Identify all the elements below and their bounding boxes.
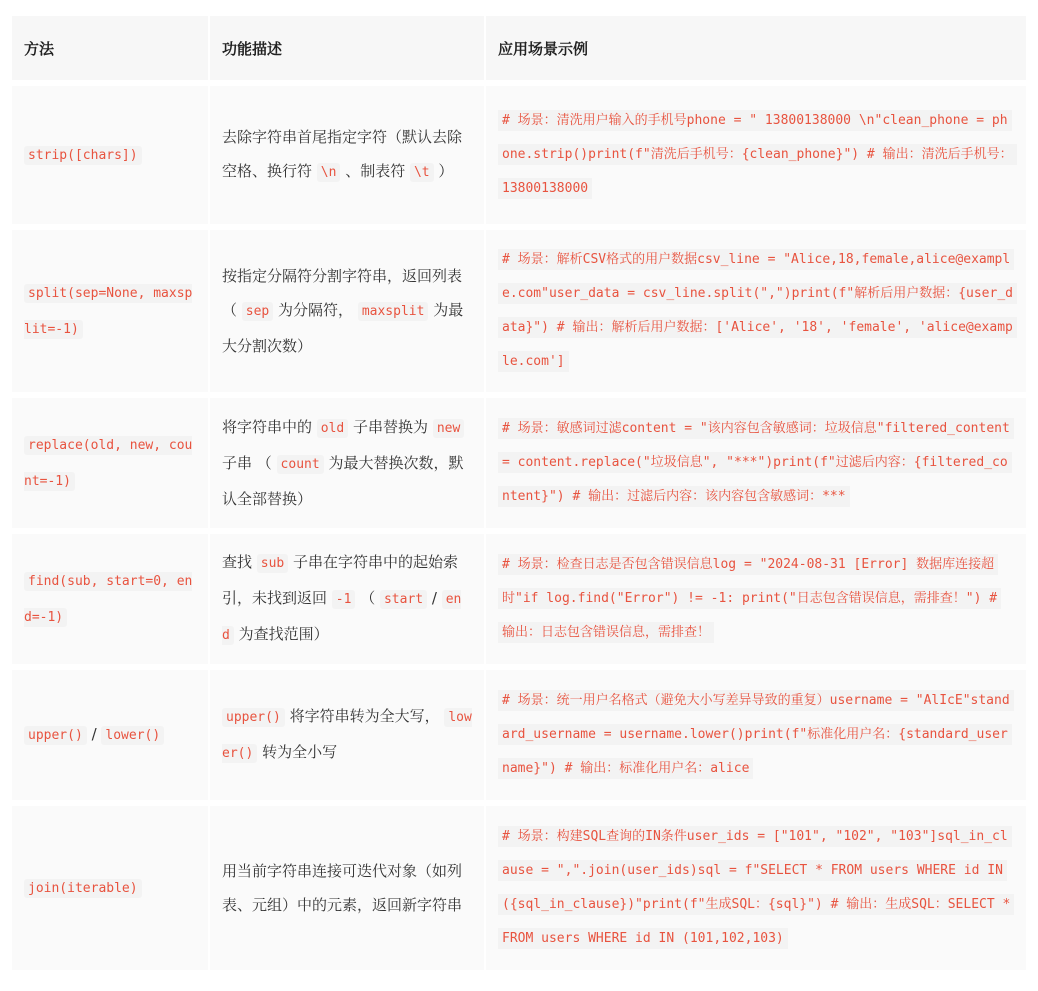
description-cell: 将字符串中的 old 子串替换为 new 子串 （ count 为最大替换次数，默认全部替换）: [210, 392, 486, 528]
example-code: # 场景：统一用户名格式（避免大小写差异导致的重复）username = "AlIcE"standard_username = username.lower()print(f"标准化用户名：{standard_username}") # 输出：标准化用户名：alice: [498, 690, 1014, 779]
example-code: # 场景：检查日志是否包含错误信息log = "2024-08-31 [Error] 数据库连接超时"if log.find("Error") != -1: print("日志包含错误信息，需排查！") # 输出：日志包含错误信息，需排查！: [498, 554, 1001, 643]
method-cell: upper() / lower(): [12, 664, 210, 800]
table-row: [12, 224, 1028, 392]
method-name: strip([chars]): [24, 146, 142, 165]
method-cell: [12, 800, 210, 970]
table-row: [12, 392, 1028, 528]
example-cell: [486, 800, 1028, 970]
example-code: # 场景：构建SQL查询的IN条件user_ids = ["101", "102", "103"]sql_in_clause = ",".join(user_ids)sql = f"SELECT * FROM users WHERE id IN ({sql_in_clause})"print(f"生成SQL：{sql}") # 输出：生成SQL：SELECT * FROM users WHERE id IN (101,102,103): [498, 826, 1014, 949]
method-cell: [12, 80, 210, 224]
table-row: [12, 528, 1028, 664]
example-code: # 场景：敏感词过滤content = "该内容包含敏感词：垃圾信息"filtered_content = content.replace("垃圾信息", "***")print(f"过滤后内容：{filtered_content}") # 输出：过滤后内容：该内容包含敏感词：***: [498, 418, 1014, 507]
description-cell: 去除字符串首尾指定字符（默认去除空格、换行符 \n 、制表符 \t ）: [210, 80, 486, 224]
description-cell: 按指定分隔符分割字符串，返回列表 （ sep 为分隔符， maxsplit 为最大分割次数）: [210, 224, 486, 392]
header-example: 应用场景示例: [486, 16, 1028, 80]
example-cell: [486, 80, 1028, 224]
example-cell: [486, 664, 1028, 800]
table-row: [12, 80, 1028, 224]
method-name: join(iterable): [24, 879, 142, 898]
example-cell: [486, 392, 1028, 528]
string-methods-table: [12, 16, 1028, 970]
table-header-row: [12, 16, 1028, 80]
method-cell: [12, 224, 210, 392]
method-name: replace(old, new, count=-1): [24, 438, 193, 489]
method-name-lower: lower(): [101, 726, 164, 745]
header-description: 功能描述: [210, 16, 486, 80]
method-name: find(sub, start=0, end=-1): [24, 574, 193, 625]
method-name-upper: upper(): [24, 726, 87, 745]
header-method: 方法: [12, 16, 210, 80]
method-cell: [12, 392, 210, 528]
description-cell: 用当前字符串连接可迭代对象（如列表、元组）中的元素，返回新字符串: [210, 800, 486, 970]
table-row: [12, 664, 1028, 800]
description-cell: 查找 sub 子串在字符串中的起始索引，未找到返回 -1 （ start / end 为查找范围）: [210, 528, 486, 664]
method-name: split(sep=None, maxsplit=-1): [24, 286, 193, 337]
method-cell: [12, 528, 210, 664]
example-code: # 场景：解析CSV格式的用户数据csv_line = "Alice,18,female,alice@example.com"user_data = csv_line.split(",")print(f"解析后用户数据：{user_data}") # 输出：解析后用户数据：['Alice', '18', 'female', 'alice@example.com']: [498, 249, 1017, 372]
table-row: [12, 800, 1028, 970]
example-cell: [486, 528, 1028, 664]
example-code: # 场景：清洗用户输入的手机号phone = " 13800138000 \n"clean_phone = phone.strip()print(f"清洗后手机号：{clean_phone}") # 输出：清洗后手机号：13800138000: [498, 110, 1017, 199]
description-cell: upper() 将字符串转为全大写， lower() 转为全小写: [210, 664, 486, 800]
example-cell: [486, 224, 1028, 392]
